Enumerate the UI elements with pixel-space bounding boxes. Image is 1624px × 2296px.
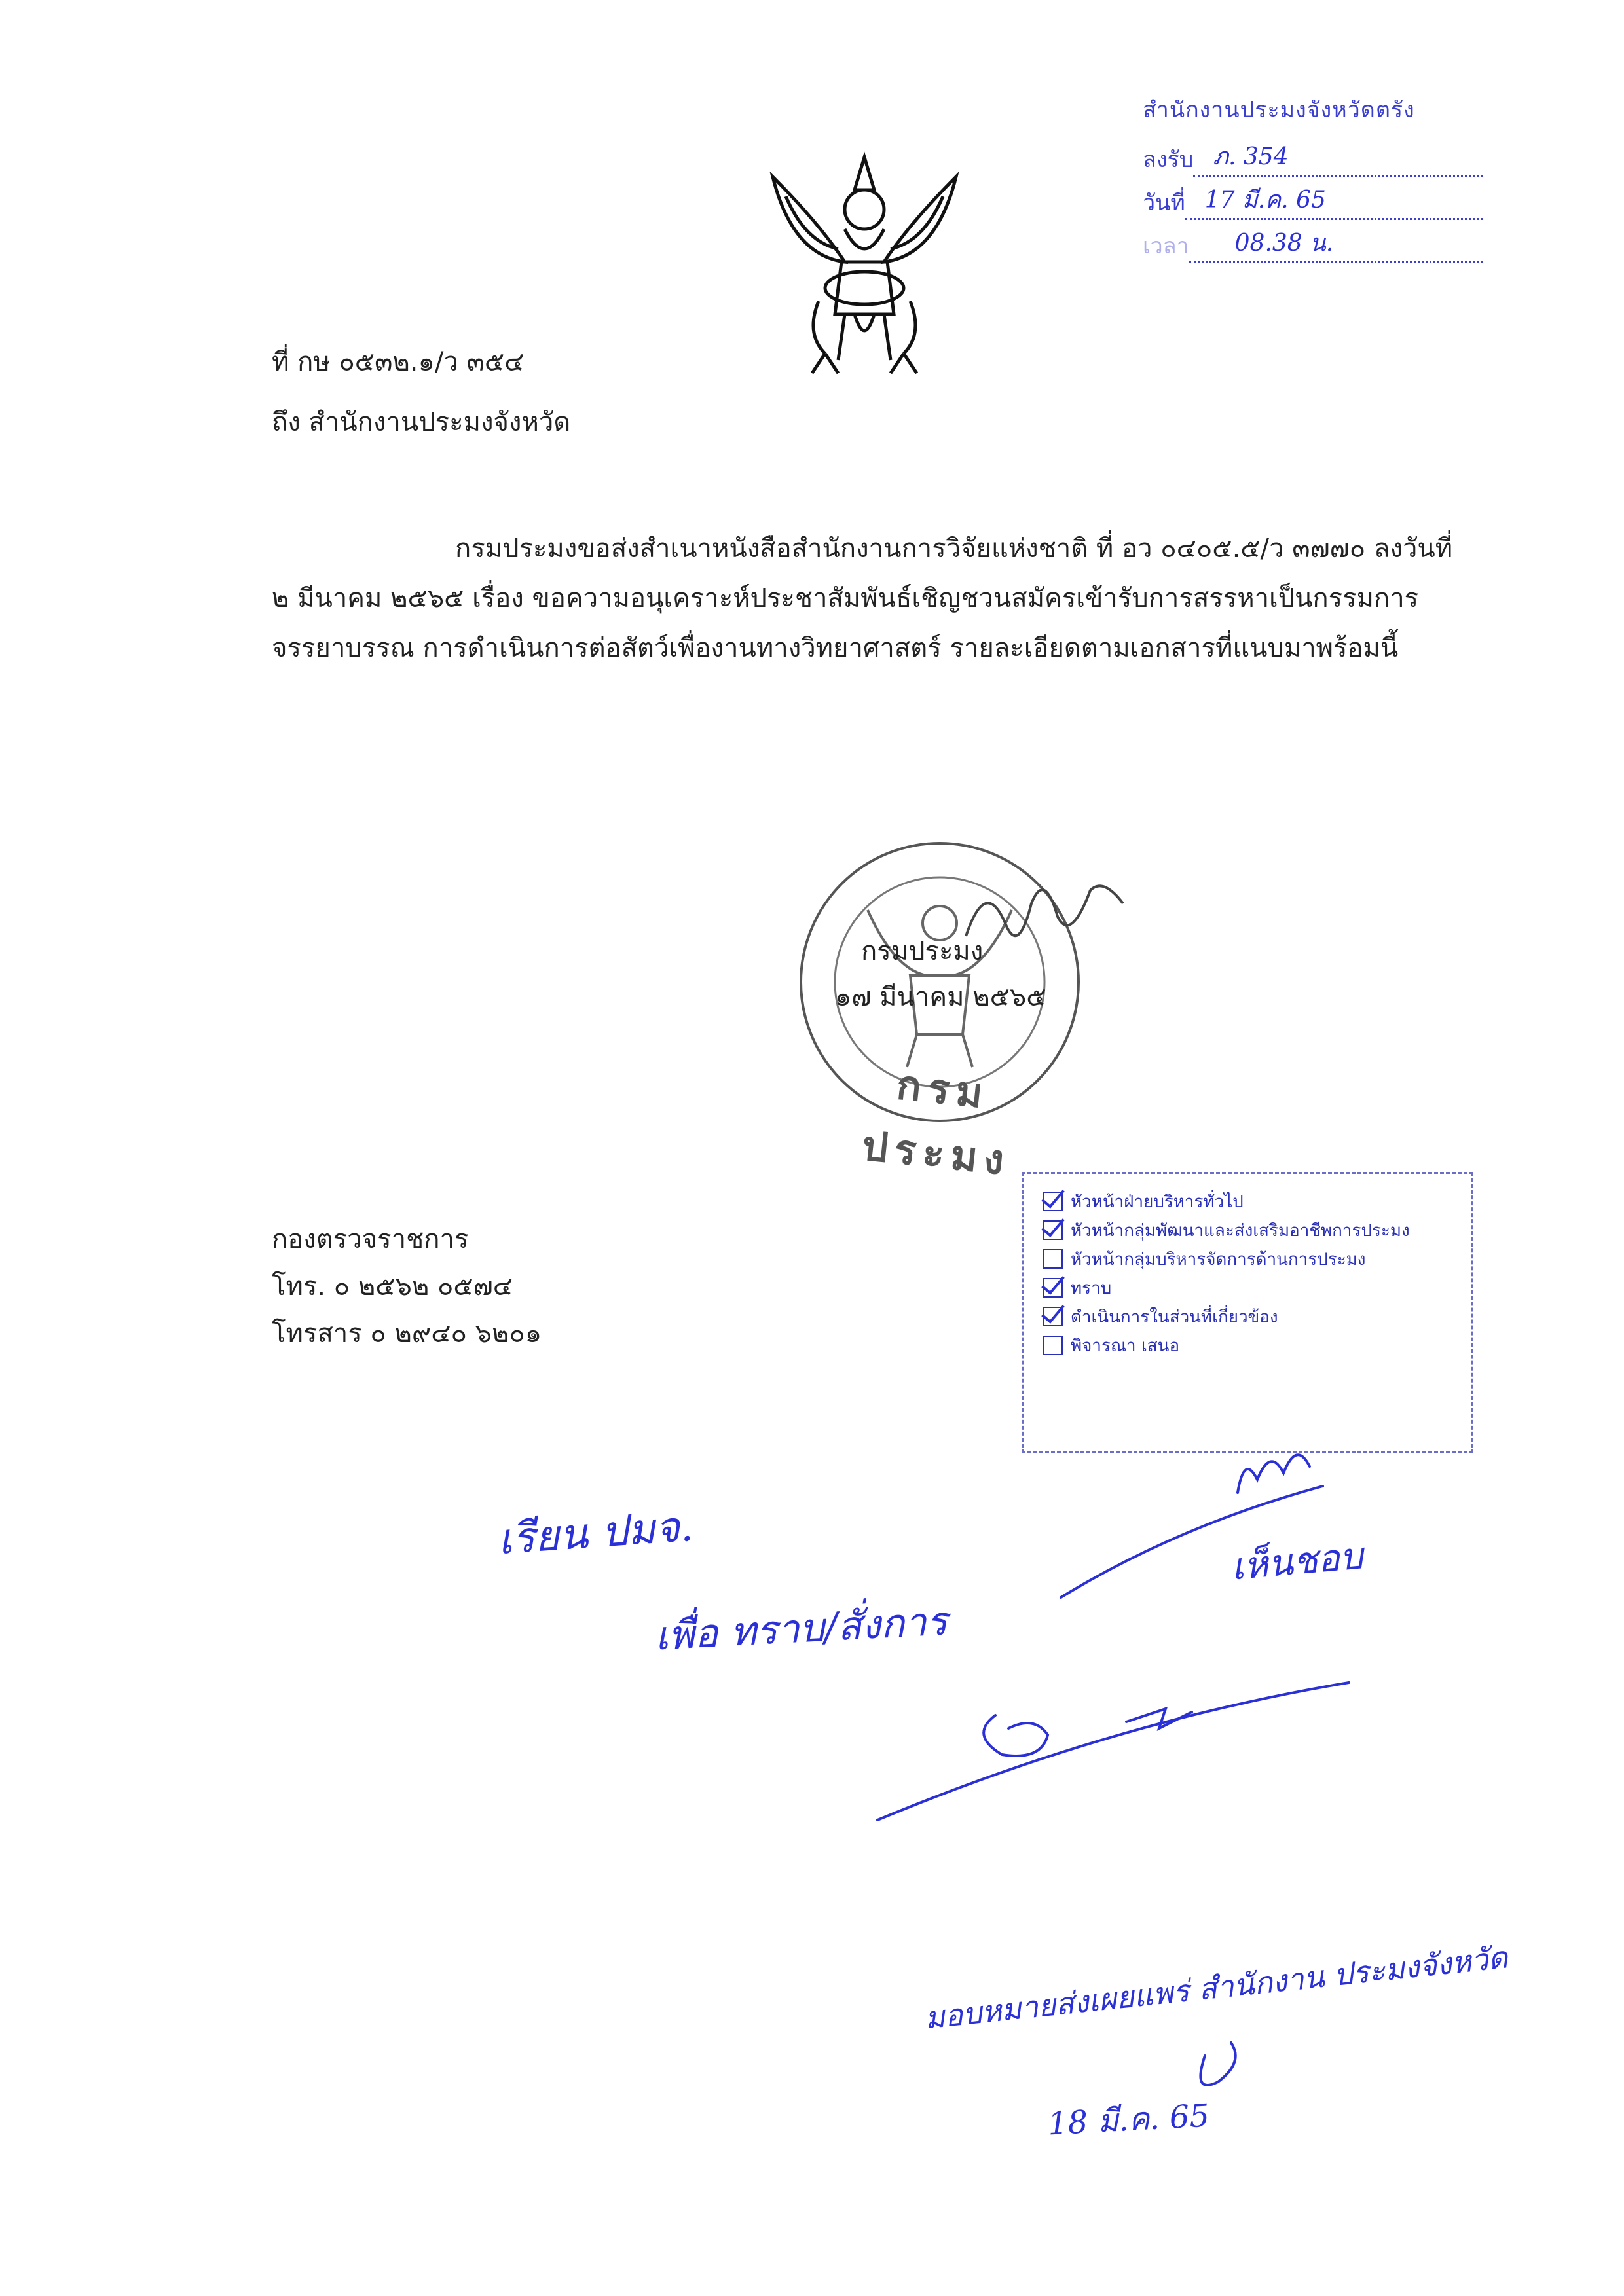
handnote-2: เพื่อ ทราบ/สั่งการ [654, 1598, 949, 1660]
routing-item [1043, 1216, 1471, 1245]
handnote-5: มอบหมายส่งเผยแพร่ สำนักงาน ประมงจังหวัด [923, 1939, 1509, 2036]
checkbox-icon [1043, 1192, 1063, 1211]
receipt-date-row [1143, 177, 1483, 220]
seal-date: ๑๗ มีนาคม ๒๕๖๕ [835, 982, 1046, 1012]
routing-item [1043, 1245, 1471, 1273]
routing-item [1043, 1331, 1471, 1360]
handnote-4: เห็นชอบ [1229, 1535, 1365, 1589]
receipt-date-value: 17 มี.ค. 65 [1185, 181, 1483, 220]
checkbox-icon [1043, 1278, 1063, 1298]
routing-item [1043, 1273, 1471, 1302]
routing-item-label: หัวหน้ากลุ่มพัฒนาและส่งเสริมอาชีพการประมง [1071, 1220, 1410, 1241]
addressee: ถึง สำนักงานประมงจังหวัด [272, 407, 571, 437]
body-line-3: จรรยาบรรณ การดำเนินการต่อสัตว์เพื่องานทางวิทยาศาสตร์ รายละเอียดตามเอกสารที่แนบมาพร้อมนี้ [272, 633, 1399, 663]
receipt-date-label: วันที่ [1143, 190, 1185, 216]
receipt-time-label: เวลา [1143, 233, 1189, 259]
checkbox-icon [1043, 1249, 1063, 1269]
seal-dept-name: กรมประมง [861, 936, 984, 966]
receipt-reg-value: ภ. 354 [1193, 137, 1483, 177]
handnote-date: 18 มี.ค. 65 [1046, 2097, 1211, 2143]
routing-item-label: หัวหน้าฝ่ายบริหารทั่วไป [1071, 1192, 1244, 1212]
checkbox-icon [1043, 1336, 1063, 1355]
routing-item-label: หัวหน้ากลุ่มบริหารจัดการด้านการประมง [1071, 1249, 1366, 1269]
checkbox-icon [1043, 1220, 1063, 1240]
doc-number: ที่ กษ ๐๕๓๒.๑/ว ๓๕๔ [272, 347, 525, 377]
receipt-reg-label: ลงรับ [1143, 147, 1194, 173]
ink-stroke [984, 1715, 1048, 1756]
checkbox-icon [1043, 1307, 1063, 1326]
body-paragraph [272, 524, 1464, 673]
routing-item-label: พิจารณา เสนอ [1071, 1336, 1180, 1356]
receipt-office: สำนักงานประมงจังหวัดตรัง [1143, 97, 1415, 123]
ink-stroke [1200, 2043, 1235, 2085]
routing-item-label: ดำเนินการในส่วนที่เกี่ยวข้อง [1071, 1307, 1278, 1327]
body-line-1: กรมประมงขอส่งสำเนาหนังสือสำนักงานการวิจัยแห่งชาติ ที่ อว ๐๔๐๕.๕/ว ๓๗๗๐ ลงวันที่ [455, 534, 1453, 564]
receipt-stamp [1143, 92, 1483, 288]
routing-item [1043, 1302, 1471, 1331]
contact-fax: โทรสาร ๐ ๒๙๔๐ ๖๒๐๑ [272, 1319, 542, 1349]
contact-division: กองตรวจราชการ [272, 1224, 469, 1254]
contact-tel: โทร. ๐ ๒๕๖๒ ๐๕๗๔ [272, 1271, 513, 1302]
receipt-reg-row [1143, 134, 1483, 177]
routing-item-label: ทราบ [1071, 1278, 1112, 1298]
garuda-icon [747, 137, 982, 386]
receipt-time-row [1143, 220, 1483, 263]
ink-stroke [1238, 1455, 1310, 1493]
body-line-2: ๒ มีนาคม ๒๕๖๕ เรื่อง ขอความอนุเคราะห์ประชาสัมพันธ์เชิญชวนสมัครเข้ารับการสรรหาเป็นกรรมการ [272, 583, 1419, 613]
department-seal [796, 838, 1084, 1185]
garuda-emblem [747, 137, 982, 386]
seal-signature-icon [959, 864, 1130, 956]
routing-stamp [1022, 1172, 1473, 1453]
receipt-time-value: 08.38 น. [1189, 224, 1483, 263]
routing-item [1043, 1187, 1471, 1216]
handnote-1: เรียน ปมจ. [496, 1502, 695, 1565]
seal-ring-text: กรมประมง [860, 1061, 1013, 1185]
